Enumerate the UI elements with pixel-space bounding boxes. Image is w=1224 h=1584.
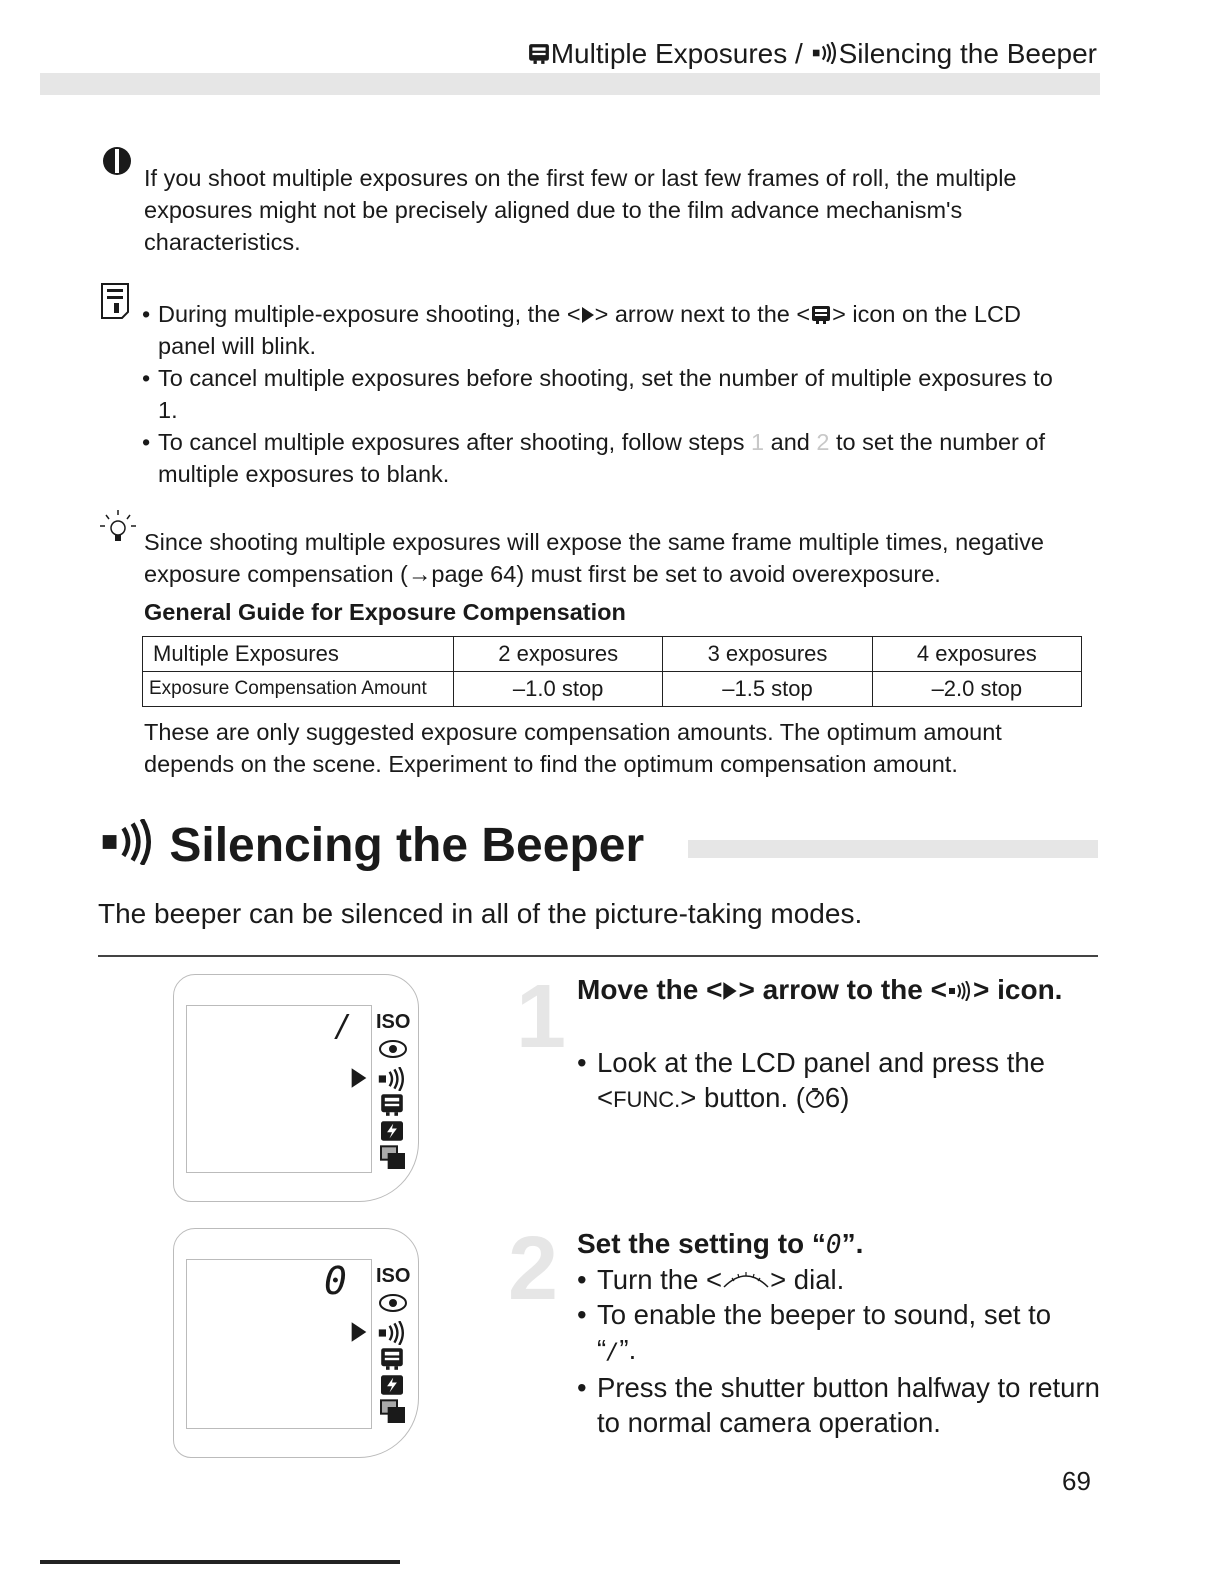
step-item: • To enable the beeper to sound, set to “/”. xyxy=(577,1297,1107,1370)
note-list xyxy=(142,298,1072,490)
step-ref: 1 xyxy=(751,429,765,455)
table-cell: Exposure Compensation Amount xyxy=(143,672,454,707)
guide-title: General Guide for Exposure Compensation xyxy=(144,599,626,625)
setting-value: / xyxy=(606,1340,620,1365)
caution-icon xyxy=(100,144,134,178)
note-item: • To cancel multiple exposures after shooting, follow steps 1 and 2 to set the number of multiple exposures to blank. xyxy=(142,426,1072,490)
triangle-arrow-icon xyxy=(722,981,738,1001)
multiple-exposure-icon xyxy=(379,1093,405,1117)
table-cell: –1.0 stop xyxy=(454,672,663,707)
bracketing-icon xyxy=(379,1399,407,1423)
exposure-compensation-table xyxy=(142,636,1082,707)
header-multi-label: Multiple Exposures / xyxy=(550,38,811,69)
beeper-icon xyxy=(377,1321,407,1345)
note-icon xyxy=(100,282,130,320)
table-row xyxy=(143,637,1082,672)
section-divider xyxy=(98,955,1098,957)
tip-text: Since shooting multiple exposures will expose the same frame multiple times, negative exposure compensation (→page 64) must first be set to avoid overexposure. xyxy=(144,529,1044,587)
flash-compensation-icon xyxy=(379,1120,405,1142)
table-cell: –2.0 stop xyxy=(872,672,1081,707)
iso-label: ISO xyxy=(376,1265,411,1287)
step-item: • Press the shutter button halfway to return to normal camera operation. xyxy=(577,1370,1107,1440)
step-body xyxy=(577,1045,1097,1117)
flash-compensation-icon xyxy=(379,1374,405,1396)
step-ref: 2 xyxy=(816,429,830,455)
tip-footnote: These are only suggested exposure compensation amounts. The optimum amount depends on the scene. Experiment to find the optimum compensation amount. xyxy=(144,719,1002,777)
page-header xyxy=(527,38,1097,70)
lcd-value: 0 xyxy=(324,1259,347,1303)
multiple-exposure-icon xyxy=(527,43,551,65)
tip-icon xyxy=(98,508,138,548)
bottom-edge-line xyxy=(40,1560,400,1564)
step-number: 1 xyxy=(516,967,567,1067)
table-cell: 4 exposures xyxy=(872,637,1081,672)
table-cell: Multiple Exposures xyxy=(143,637,454,672)
setting-value: 0 xyxy=(825,1230,842,1260)
note-item: • During multiple-exposure shooting, the < > arrow next to the < > icon on the LCD panel will blink. xyxy=(142,298,1072,362)
lcd-value: / xyxy=(334,1009,353,1044)
section-intro: The beeper can be silenced in all of the picture-taking modes. xyxy=(98,898,863,929)
lcd-panel-illustration xyxy=(173,1228,419,1458)
lcd-panel-illustration xyxy=(173,974,419,1202)
multiple-exposure-icon xyxy=(810,305,832,325)
beeper-icon xyxy=(811,42,839,64)
note-item: • To cancel multiple exposures before shooting, set the number of multiple exposures to 1. xyxy=(142,362,1072,426)
eye-icon xyxy=(378,1039,408,1059)
func-button-label: FUNC. xyxy=(613,1087,681,1112)
iso-label: ISO xyxy=(376,1011,411,1033)
section-title: Silencing the Beeper xyxy=(100,818,644,873)
triangle-arrow-icon xyxy=(581,306,595,324)
step-item: • Look at the LCD panel and press the <FUNC.> button. ( 6) xyxy=(577,1045,1097,1117)
beeper-icon xyxy=(377,1067,407,1091)
table-row xyxy=(143,672,1082,707)
header-bar xyxy=(40,73,1100,95)
multiple-exposure-icon xyxy=(379,1347,405,1371)
eye-icon xyxy=(378,1293,408,1313)
table-cell: 2 exposures xyxy=(454,637,663,672)
section-bar xyxy=(688,840,1098,858)
table-cell: 3 exposures xyxy=(663,637,872,672)
bracketing-icon xyxy=(379,1145,407,1169)
step-body xyxy=(577,1262,1107,1440)
triangle-arrow-icon xyxy=(350,1067,368,1089)
caution-text: If you shoot multiple exposures on the first few or last few frames of roll, the multiple exposures might not be precisely aligned due to the film advance mechanism's characteristics. xyxy=(144,165,1017,255)
table-cell: –1.5 stop xyxy=(663,672,872,707)
beeper-icon xyxy=(947,981,973,1001)
self-timer-icon xyxy=(805,1087,825,1109)
step-title: Move the < > arrow to the < > icon. xyxy=(577,974,1063,1005)
header-beeper-label: Silencing the Beeper xyxy=(838,38,1097,69)
step-number: 2 xyxy=(508,1219,559,1319)
step-title: Set the setting to “0”. xyxy=(577,1228,864,1260)
page-number: 69 xyxy=(1062,1466,1091,1496)
triangle-arrow-icon xyxy=(350,1321,368,1343)
beeper-icon xyxy=(100,819,156,865)
step-item: • Turn the < > dial. xyxy=(577,1262,1107,1297)
main-dial-icon xyxy=(722,1269,770,1289)
